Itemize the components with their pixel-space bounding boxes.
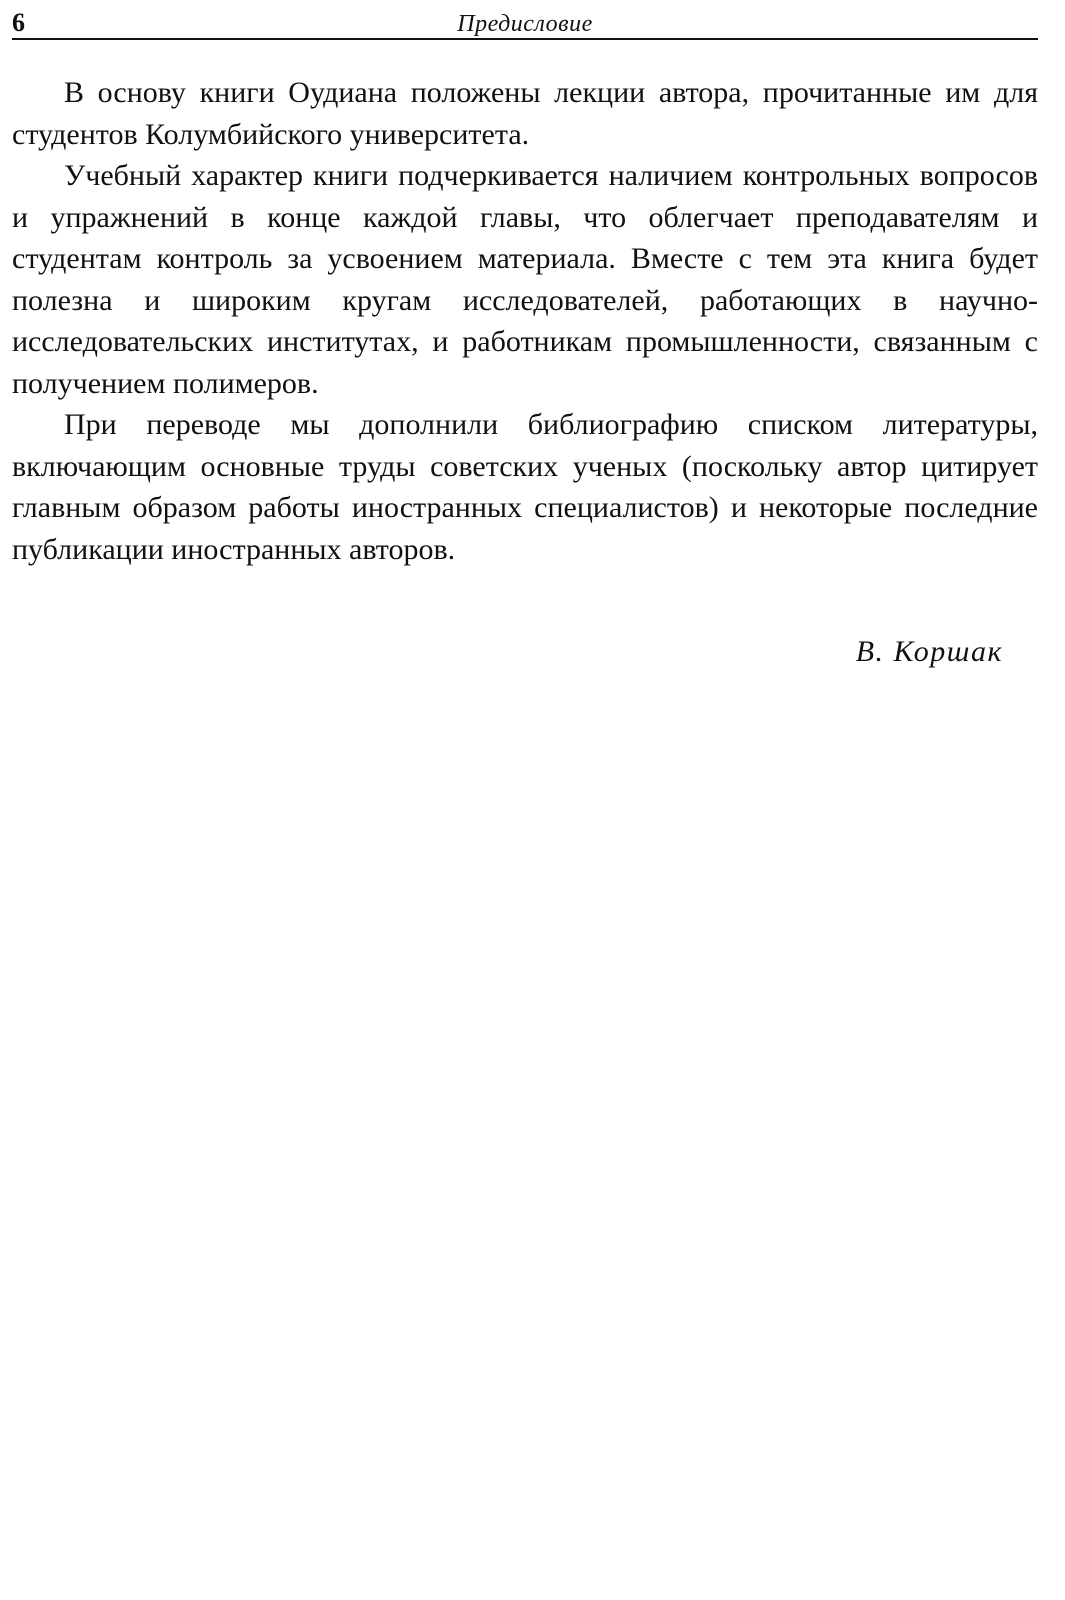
preface-body xyxy=(12,72,1038,570)
paragraph-educational-character: Учебный характер книги подчеркивается наличием контрольных вопросов и упражнений в конце каждой главы, что облегчает преподавателям и студентам контроль за усвоением материала. Вместе с тем эта книга будет полезна и широким кругам исследователей, работающих в научно-исследовательских институтах, и работникам промышленности, связанным с получением полимеров. xyxy=(12,159,1038,400)
running-title: Предисловие xyxy=(457,11,593,37)
running-header xyxy=(12,8,1038,40)
paragraph-lectures: В основу книги Оудиана положены лекции автора, прочитанные им для студентов Колумбийского университета. xyxy=(12,76,1038,151)
paragraph-bibliography: При переводе мы дополнили библиографию списком литературы, включающим основные труды советских ученых (поскольку автор цитирует главным образом работы иностранных специалистов) и некоторые последние публикации иностранных авторов. xyxy=(12,408,1038,566)
author-signature: В. Коршак xyxy=(855,635,1003,668)
page-number: 6 xyxy=(12,8,25,37)
